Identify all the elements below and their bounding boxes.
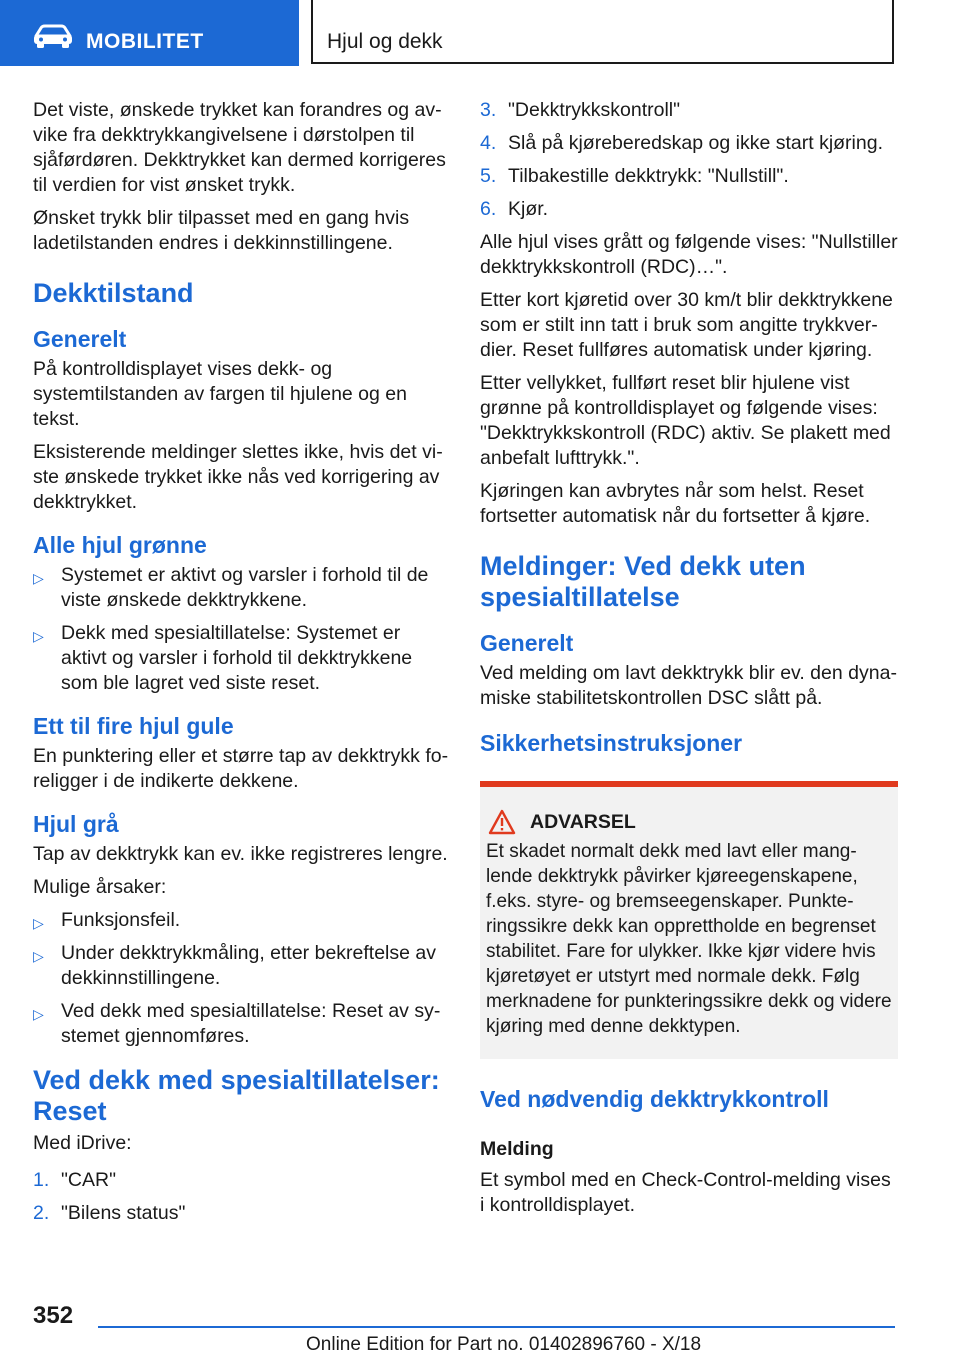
chapter-title: Hjul og dekk (327, 30, 443, 53)
step-number: 4. (480, 132, 497, 154)
list-item-text: Dekk med spesialtillatelse: Systemet er aktivt og varsler i forhold til dekktrykkene som ble lagret ved siste reset. (61, 622, 413, 694)
section-tab (0, 0, 299, 66)
triangle-bullet-icon: ▷ (33, 570, 44, 586)
triangle-bullet-icon: ▷ (33, 628, 44, 644)
triangle-bullet-icon: ▷ (33, 915, 44, 931)
step-item (480, 131, 898, 156)
triangle-bullet-icon: ▷ (33, 1006, 44, 1022)
step-item (480, 98, 898, 123)
paragraph: Mulige årsaker: (33, 876, 167, 898)
triangle-bullet-icon: ▷ (33, 948, 44, 964)
edition-text: Online Edition for Part no. 01402896760 - X/18 (306, 1334, 702, 1355)
step-item (480, 197, 898, 222)
heading-sikkerhet: Sikkerhetsinstruksjoner (480, 730, 743, 756)
paragraph: Tap av dekktrykk kan ev. ikke registreres lengre. (33, 843, 448, 865)
paragraph: Etter kort kjøretid over 30 km/t blir dekktrykkene som er stilt inn tatt i bruk som angitte trykkverdier. Reset fullføres automatisk under kjøring. (480, 289, 893, 361)
step-item (33, 1201, 451, 1226)
heading-meldinger: Meldinger: Ved dekk uten spesialtillatelse (480, 551, 806, 612)
list-item (33, 999, 451, 1049)
list-item-text: Under dekktrykkmåling, etter bekreftelse av dekkinnstillingene. (61, 942, 436, 989)
page-footer (0, 1296, 960, 1362)
paragraph: Alle hjul vises grått og følgende vises: "Nullstiller dekktrykkskontroll (RDC)…". (480, 231, 898, 278)
bullet-list (33, 563, 451, 696)
paragraph: Ved melding om lavt dekktrykk blir ev. den dynamiske stabilitetskontrollen DSC slått på. (480, 662, 897, 709)
heading-gule: Ett til fire hjul gule (33, 713, 234, 739)
warning-box (480, 781, 898, 1059)
heading-nodvendig: Ved nødvendig dekktrykkontroll (480, 1086, 829, 1112)
heading-alle-hjul-gronne: Alle hjul grønne (33, 532, 207, 558)
car-icon (32, 24, 74, 48)
warning-header (486, 809, 892, 835)
paragraph: På kontrolldisplayet vises dekk- og systemtilstanden av fargen til hjulene og en tekst. (33, 358, 407, 430)
footer-divider (98, 1326, 895, 1328)
step-number: 3. (480, 99, 497, 121)
heading-melding: Melding (480, 1138, 554, 1160)
step-text: Tilbakestille dekktrykk: "Nullstill". (508, 165, 789, 187)
step-text: Kjør. (508, 198, 549, 220)
right-column (480, 98, 898, 1226)
paragraph: Med iDrive: (33, 1132, 132, 1154)
bullet-list (33, 908, 451, 1049)
heading-reset: Ved dekk med spesialtillatelser: Reset (33, 1065, 440, 1126)
step-number: 6. (480, 198, 497, 220)
paragraph: Et symbol med en Check-Control-melding vises i kontrolldisplayet. (480, 1169, 891, 1216)
section-label: MOBILITET (86, 30, 204, 53)
list-item (33, 908, 451, 933)
list-item (33, 941, 451, 991)
step-number: 5. (480, 165, 497, 187)
paragraph: En punktering eller et større tap av dekktrykk foreligger i de indikerte dekkene. (33, 745, 449, 792)
step-text: Slå på kjøreberedskap og ikke start kjøring. (508, 132, 883, 154)
step-number: 2. (33, 1202, 50, 1224)
step-item (33, 1168, 451, 1193)
page-header (0, 0, 960, 66)
step-list (480, 98, 898, 222)
step-text: "Dekktrykkskontroll" (508, 99, 681, 121)
warning-title: ADVARSEL (530, 810, 636, 833)
chapter-box (311, 0, 894, 64)
list-item-text: Funksjonsfeil. (61, 909, 181, 931)
paragraph: Etter vellykket, fullført reset blir hjulene vist grønne på kontrolldisplayet og følgende vises: "Dekktrykkskontroll (RDC) aktiv. Se plakett med anbefalt lufttrykk.". (480, 372, 891, 469)
heading-dekktilstand: Dekktilstand (33, 278, 194, 308)
paragraph: Ønsket trykk blir tilpasset med en gang hvis ladetilstanden endres i dekkinnstillingene. (33, 207, 410, 254)
step-text: "CAR" (61, 1169, 117, 1191)
paragraph: Det viste, ønskede trykket kan forandres og avvike fra dekktrykkangivelsene i dørstolpen til sjåførdøren. Dekktrykket kan dermed korrigeres til verdien for vist ønsket trykk. (33, 99, 446, 196)
step-list (33, 1168, 451, 1226)
heading-generelt: Generelt (480, 630, 574, 656)
paragraph: Kjøringen kan avbrytes når som helst. Reset fortsetter automatisk når du fortsetter å kjøre. (480, 480, 871, 527)
warning-text: Et skadet normalt dekk med lavt eller manglende dekktrykk påvirker kjøreegenskapene, f.eks. styre- og bremseegenskaper. Punkteringssikre dekk kan opprettholde en begrenset stabilitet. Fare for ulykker. Ikke kjør videre hvis kjøretøyet er utstyrt med normale dekk. Følg merknadene for punkteringssikre dekk og videre kjøring med denne dekktypen. (486, 841, 892, 1037)
list-item (33, 621, 451, 696)
left-column (33, 98, 451, 1234)
step-text: "Bilens status" (61, 1202, 186, 1224)
step-number: 1. (33, 1169, 50, 1191)
list-item (33, 563, 451, 613)
page-number: 352 (33, 1302, 74, 1329)
heading-gra: Hjul grå (33, 811, 119, 837)
list-item-text: Ved dekk med spesialtillatelse: Reset av systemet gjennomføres. (61, 1000, 441, 1047)
warning-triangle-icon (488, 809, 516, 835)
list-item-text: Systemet er aktivt og varsler i forhold til de viste ønskede dekktrykkene. (61, 564, 429, 611)
paragraph: Eksisterende meldinger slettes ikke, hvis det viste ønskede trykket ikke nås ved korrigering av dekktrykket. (33, 441, 443, 513)
heading-generelt: Generelt (33, 326, 127, 352)
step-item (480, 164, 898, 189)
